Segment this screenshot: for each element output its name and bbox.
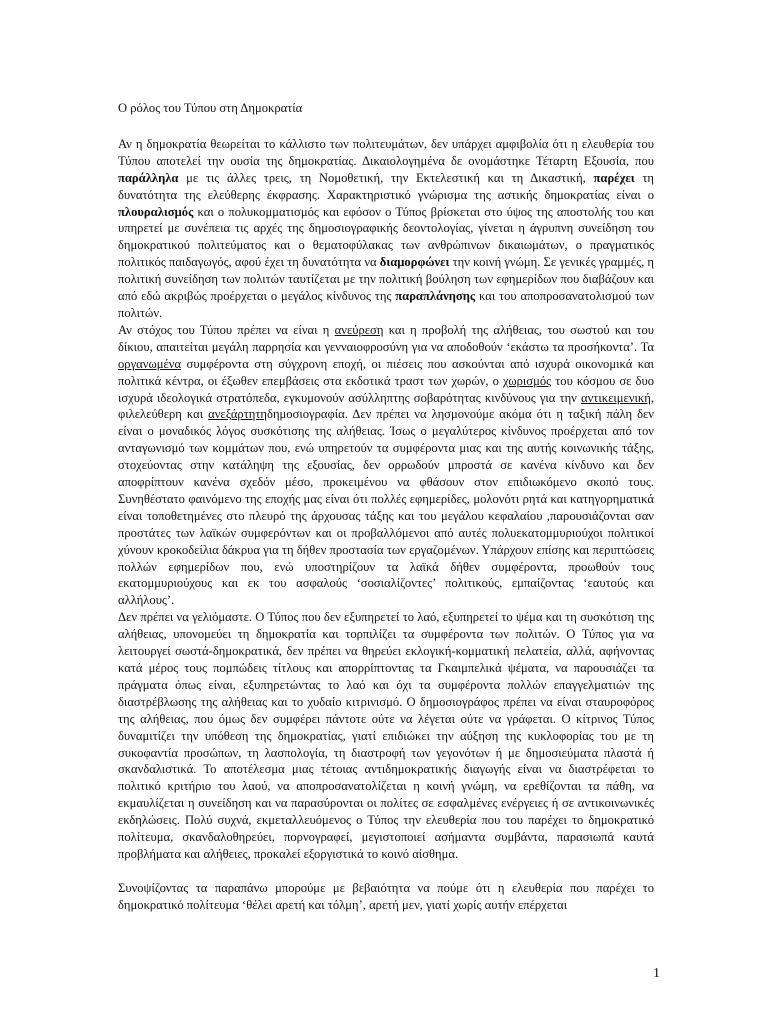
p2-underline-xorismos: χωρισμός [503,373,552,388]
p1-bold-parallila: παράλληλα [118,170,179,185]
p2-text-5: , φιλελεύθερη και [118,390,654,422]
paragraph-4: Συνοψίζοντας τα παραπάνω μπορούμε με βεβαιότητα να πούμε ότι η ελευθερία που παρέχει το δημοκρατικό πολίτευμα ‘θέλει αρετή και τόλμη’, αρετή μεν, γιατί χωρίς αυτήν επέρχεται [118,880,654,912]
p1-text-3: τη δυνατότητα της ελεύθερης έκφρασης. Χαρακτηριστικό γνώρισμα της αστικής δημοκρατίας είναι ο [118,170,655,202]
paragraph-1 [118,136,654,322]
p2-text-3: συμφέροντα στη σύγχρονη εποχή, οι πιέσεις που ασκούνται από ισχυρά οικονομικά και πολιτικά κέντρα, οι έξωθεν επεμβάσεις στα εκδοτικά τραστ των χωρών, ο [118,356,654,388]
p1-text-5: την κοινή γνώμη. Σε γενικές γραμμές, η πολιτική συνείδηση των πολιτών ταυτίζεται με την πολιτική βούληση των εφημερίδων που διαβάζουν και από εδώ ακριβώς προέρχεται ο μεγάλος κίνδυνος της [118,255,654,304]
p2-text-4: του κόσμου σε δυο ισχυρά ιδεολογικά στρατόπεδα, εγκυμονούν ασύλληπτης σοβαρότητας κινδύνους για την [118,373,655,405]
document-body [118,100,654,914]
paragraph-spacer [118,863,654,880]
p2-underline-organomena: οργανωμένα [118,356,182,371]
paragraph-3: Δεν πρέπει να γελιόμαστε. Ο Τύπος που δεν εξυπηρετεί το λαό, εξυπηρετεί το ψέμα και τη συσκότιση της αλήθειας, υπονομεύει τη δημοκρατία και τορπιλίζει τα συμφέροντα των πολιτών. Ο Τύπος για να λειτουργεί σωστά-δημοκρατικά, δεν πρέπει να θηρεύει εκλογική-κομματική πελατεία, αλλά, αφήνοντας κατά μέρος τους πομπώδεις τίτλους και απορρίπτοντας τα Γκαιμπελικά ψέματα, να παρουσιάζει τα πράγματα όπως είναι, εξυπηρετώντας το λαό και όχι τα συμφέροντα πολλών επαγγελματιών της διαστρέβλωσης της αλήθειας και το χυδαίο κιτρινισμό. Ο δημοσιογράφος πρέπει να είναι σταυροφόρος της αλήθειας, που όμως δεν συμφέρει πάντοτε ούτε να λέγεται ούτε να γράφεται. Ο κίτρινος Τύπος δυναμιτίζει την υπόθεση της δημοκρατίας, γιατί επιδιώκει την αύξηση της κυκλοφορίας του με τη συκοφαντία προσώπων, τη λασπολογία, τη διαστροφή των γεγονότων ή με δημοσιεύματα πλαστά ή σκανδαλιστικά. Το αποτέλεσμα μιας τέτοιας αντιδημοκρατικής διαγωγής είναι να διαστρέφεται το πολιτικό κριτήριο του λαού, να αποπροσανατολίζεται η κοινή γνώμη, να ερεθίζονται τα πάθη, να εκμαυλίζεται η συνείδηση και να παρασύρονται οι πολίτες σε εσφαλμένες ενέργειες ή σε αντικοινωνικές εκδηλώσεις. Πολύ συχνά, εκμεταλλευόμενος ο Τύπος την ελευθερία που του παρέχει το δημοκρατικό πολίτευμα, σκανδαλοθηρεύει, πορνογραφεί, μεγιστοποιεί ασήμαντα συμβάντα, παρασιωπά καυτά προβλήματα και αλήθειες, προκαλεί εξοργιστικά το κοινό αίσθημα. [118,610,654,861]
p1-bold-pluralismos: πλουραλισμός [118,204,194,219]
p1-text-2: με τις άλλες τρεις, τη Νομοθετική, την Εκτελεστική και τη Δικαστική, [178,170,594,185]
page-title: Ο ρόλος του Τύπου στη Δημοκρατία [118,101,303,115]
p2-underline-anexartiti: ανεξάρτητη [208,407,268,422]
paragraph-2 [118,322,654,609]
p1-bold-parexei: παρέχει [593,170,635,185]
p1-text-6: και του αποπροσανατολισμού των πολιτών. [118,289,654,320]
p1-bold-paraplanisis: παραπλάνησης [395,289,476,304]
p1-bold-diamorfonei: διαμορφώνει [379,255,450,270]
p2-text-2: και η προβολή της αλήθειας, του σωστού και του δίκιου, απαιτείται μεγάλη παρρησία και γενναιοφροσύνη για να αποδοθούν ‘εκάστω τα προσήκοντα’. Τα [118,322,654,354]
p2-underline-anevresi: ανεύρεση [334,322,384,337]
p2-text-1: Αν στόχος του Τύπου πρέπει να είναι η [118,322,335,337]
p2-text-6: δημοσιογραφία. Δεν πρέπει να λησμονούμε ακόμα ότι η ταξική πάλη δεν είναι ο μοναδικός λόγος συσκότισης της αλήθειας. Ίσως ο μεγαλύτερος κίνδυνος προέρχεται από τον ανταγωνισμό των κομμάτων που, ενώ υπηρετούν τα συμφέροντα μιας και της αυτής κοινωνικής τάξης, στοχεύοντας στην κατάληψη της εξουσίας, δεν ορρωδούν μπροστά σε κανένα κίνδυνο και δεν αποφρίπτουν κανένα σχεδόν μέσο, προκειμένου να φθάσουν στον επιδιωκόμενο σκοπό τους. Συνηθέστατο φαινόμενο της εποχής μας είναι ότι πολλές εφημερίδες, μολονότι ρητά και κατηγορηματικά είναι τοποθετημένες στο πλευρό της άρχουσας τάξης και του μεγάλου κεφαλαίου ,παρουσιάζονται σαν προστάτες των λαϊκών συμφερόντων και οι προβαλλόμενοι από αυτές πολυεκατομμυριούχοι πολιτικοί χύνουν κροκοδείλια δάκρυα για τη δήθεν προστασία των εργαζομένων. Υπάρχουν επίσης και περιπτώσεις πολλών εφημερίδων που, ενώ υποστηρίζουν τα λαϊκά δήθεν συμφέροντα, προωθούν τους εκατομμυριούχους και εκ του ασφαλούς ‘σοσιαλίζοντες’ πολιτικούς, εμπαίζοντας ‘εαυτούς και αλλήλους’. [118,407,654,608]
page-number: 1 [653,966,660,981]
p1-text-4: και ο πολυκομματισμός και εφόσον ο Τύπος βρίσκεται στο ύψος της αποστολής του και υπηρετεί με συνέπεια τις αρχές της δημοσιογραφικής δεοντολογίας, γίνεται η άγρυπνη συνείδηση του δημοκρατικού πολιτεύματος και ο θεματοφύλακας των ανθρώπινων δικαιωμάτων, ο πραγματικός πολιτικός παιδαγωγός, αφού έχει τη δυνατότητα να [118,204,654,270]
p1-text-1: Αν η δημοκρατία θεωρείται το κάλλιστο των πολιτευμάτων, δεν υπάρχει αμφιβολία ότι η ελευθερία του Τύπου αποτελεί την ουσία της δημοκρατίας. Δικαιολογημένα δε ονομάστηκε Τέταρτη Εξουσία, που [118,136,654,168]
p2-underline-antikeimeniki: αντικειμενική [581,390,651,405]
